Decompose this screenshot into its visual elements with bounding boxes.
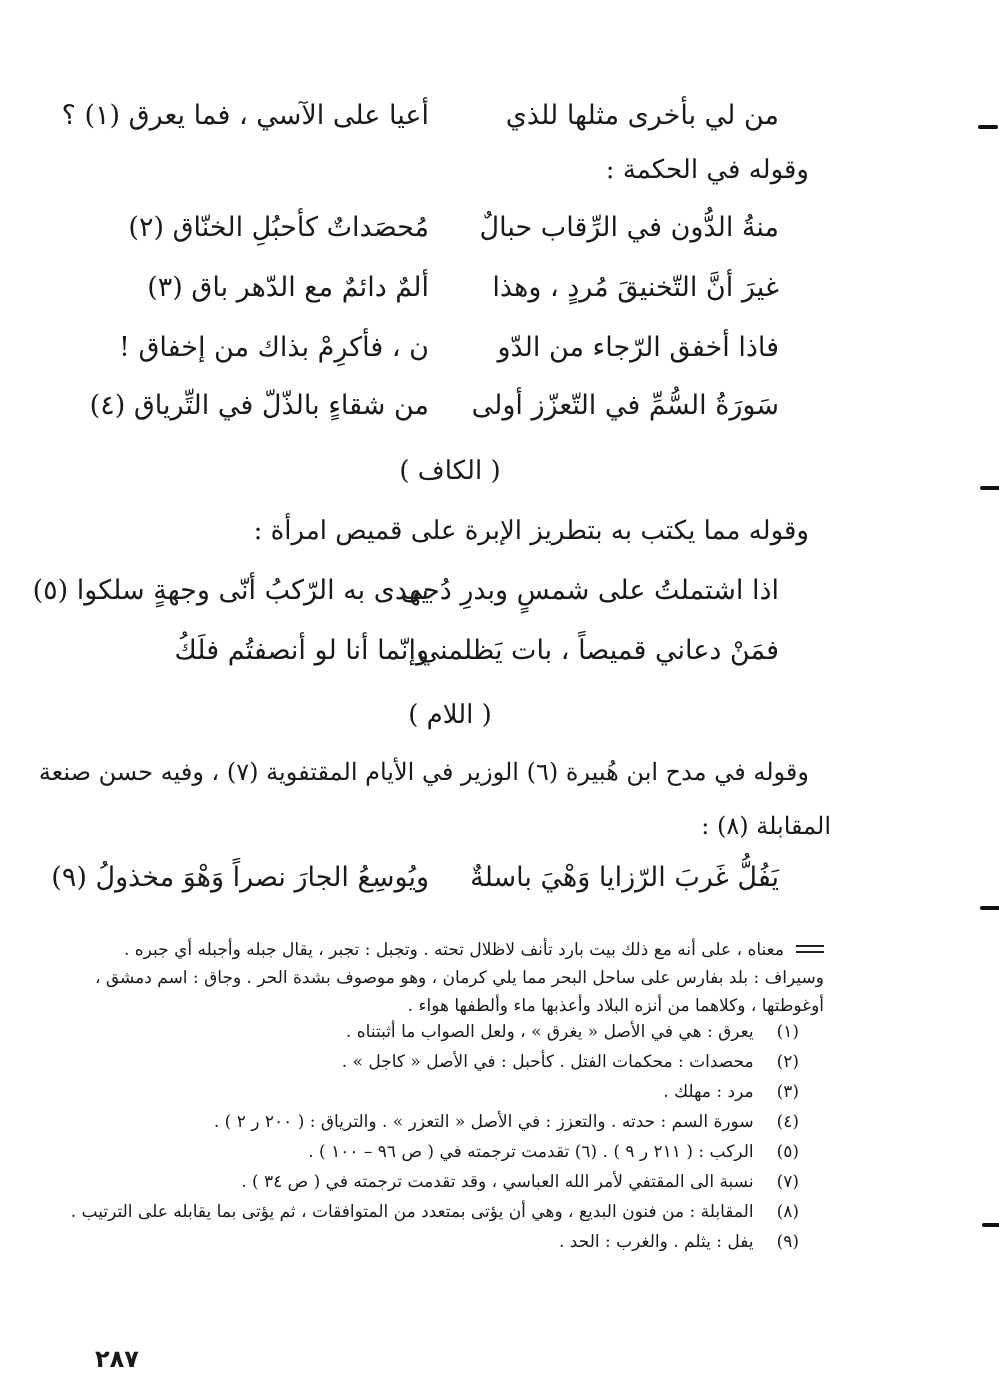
verse-right-hemistich: سَورَةُ السُّمِّ في التّعزّز أولى xyxy=(471,390,779,421)
footnote-number: (٤) xyxy=(776,1112,799,1132)
footnote-text: سورة السم : حدته . والتعزز : في الأصل « التعزر » . والترياق : ( ٢٠٠ ر ٢ ) . xyxy=(213,1112,754,1132)
footnote-text: مرد : مهلك . xyxy=(663,1082,754,1102)
footnote-number: (١) xyxy=(776,1022,799,1042)
verse-line xyxy=(0,332,999,372)
footnote-item xyxy=(60,1142,799,1162)
footnote-item xyxy=(60,1232,799,1252)
verse-left-hemistich: ويُوسِعُ الجارَ نصراً وَهْوَ مخذولُ (٩) xyxy=(51,862,429,893)
footnote-item xyxy=(60,1082,799,1102)
verse-right-hemistich: يَفُلُّ غَربَ الرّزايا وَهْيَ باسلةٌ xyxy=(470,862,779,893)
verse-left-hemistich: أعيا على الآسي ، فما يعرق (١) ؟ xyxy=(61,100,429,131)
intro-kaf: وقوله مما يكتب به بتطريز الإبرة على قميص امرأة : xyxy=(253,516,809,546)
footnote-number: (٢) xyxy=(776,1052,799,1072)
footnote-item xyxy=(60,1052,799,1072)
footnote-item xyxy=(60,1022,799,1042)
margin-mark xyxy=(980,906,999,910)
footnote-continuation-line: معناه ، على أنه مع ذلك بيت بارد تأنف لاظلال تحته . وتجبل : تجبر ، يقال جبله وأجبله أي جبره . xyxy=(123,940,784,960)
verse-left-hemistich: ن ، فأكرِمْ بذاك من إخفاق ! xyxy=(119,332,429,363)
verse-line xyxy=(0,212,999,252)
footnote-number: (٩) xyxy=(776,1232,799,1252)
intro-lam-line1: وقوله في مدح ابن هُبيرة (٦) الوزير في الأيام المقتفوية (٧) ، وفيه حسن صنعة xyxy=(38,758,809,786)
margin-mark xyxy=(982,1223,999,1227)
verse-right-hemistich: اذا اشتملتُ على شمسٍ وبدرِ دُجى xyxy=(400,575,779,606)
footnote-continuation-line: أوغوطتها ، وكلاهما من أنزه البلاد وأعذبها ماء وألطفها هواء . xyxy=(407,996,824,1016)
verse-right-hemistich: فاذا أخفق الرّجاء من الدّو xyxy=(497,332,779,363)
footnote-text: نسبة الى المقتفي لأمر الله العباسي ، وقد تقدمت ترجمته في ( ص ٣٤ ) . xyxy=(241,1172,754,1192)
footnote-text: يعرق : هي في الأصل « يغرق » ، ولعل الصواب ما أثبتناه . xyxy=(345,1022,754,1042)
verse-line xyxy=(0,635,999,675)
page-number: ٢٨٧ xyxy=(95,1345,139,1373)
verse-right-hemistich: منةُ الدُّون في الرِّقاب حبالٌ xyxy=(479,212,779,243)
footnote-number: (٨) xyxy=(776,1202,799,1222)
verse-line xyxy=(0,100,999,140)
footnote-item xyxy=(60,1172,799,1192)
footnote-text: يفل : يثلم . والغرب : الحد . xyxy=(558,1232,754,1252)
verse-line xyxy=(0,272,999,312)
intro-lam-line2: المقابلة (٨) : xyxy=(701,812,831,840)
verse-line xyxy=(0,390,999,430)
footnote-continuation-mark xyxy=(796,945,824,953)
footnote-text: محصدات : محكمات الفتل . كأحبل : في الأصل « كاجل » . xyxy=(341,1052,754,1072)
margin-mark xyxy=(980,486,999,490)
verse-right-hemistich: فمَنْ دعاني قميصاً ، بات يَظلمني xyxy=(417,635,779,666)
verse-left-hemistich: من شقاءٍ بالذّلّ في التِّرياق (٤) xyxy=(89,390,429,421)
section-heading-kaf: ( الكاف ) xyxy=(399,456,501,486)
section-heading-lam: ( اللام ) xyxy=(408,700,492,730)
footnote-continuation-line: وسيراف : بلد بفارس على ساحل البحر مما يلي كرمان ، وهو موصوف بشدة الحر . وجاق : اسم دمشق ، xyxy=(94,968,824,988)
footnote-text: المقابلة : من فنون البديع ، وهي أن يؤتى بمتعدد من المتوافقات ، ثم يؤتى بما يقابله على الترتيب . xyxy=(70,1202,754,1222)
verse-line xyxy=(0,575,999,615)
footnote-item xyxy=(60,1112,799,1132)
verse-right-hemistich: من لي بأخرى مثلها للذي xyxy=(505,100,779,131)
footnote-text: الركب : ( ٢١١ ر ٩ ) . (٦) تقدمت ترجمته في ( ص ٩٦ – ١٠٠ ) . xyxy=(308,1142,754,1162)
verse-right-hemistich: غيرَ أنَّ التّخنيقَ مُردٍ ، وهذا xyxy=(492,272,779,303)
verse-left-hemistich: مُحصَداتٌ كأحبُلِ الخنّاق (٢) xyxy=(128,212,429,243)
intro-wisdom: وقوله في الحكمة : xyxy=(605,155,809,185)
verse-left-hemistich: وإنّما أنا لو أنصفتُم فلَكُ xyxy=(174,635,429,666)
footnote-item xyxy=(60,1202,799,1222)
verse-left-hemistich: ألمٌ دائمٌ مع الدّهر باق (٣) xyxy=(147,272,429,303)
footnote-number: (٥) xyxy=(776,1142,799,1162)
footnote-number: (٧) xyxy=(776,1172,799,1192)
footnote-number: (٣) xyxy=(776,1082,799,1102)
verse-left-hemistich: يهدى به الرّكبُ أنّى وجهةٍ سلكوا (٥) xyxy=(32,575,429,606)
verse-line xyxy=(0,862,999,902)
